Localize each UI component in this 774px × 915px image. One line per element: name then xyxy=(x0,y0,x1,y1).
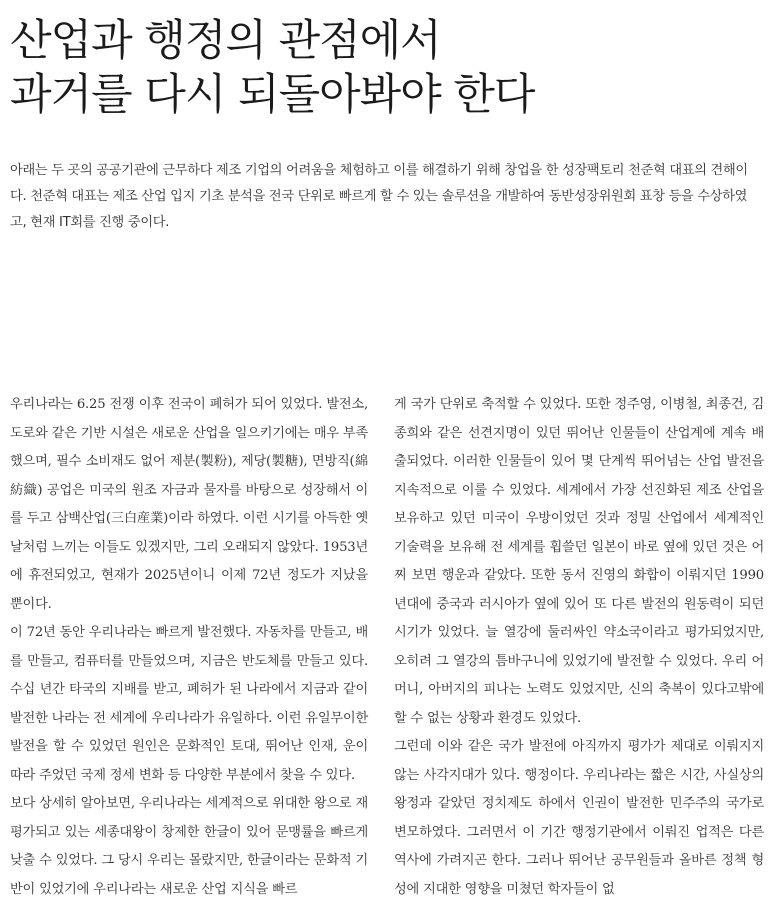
intro-paragraph: 아래는 두 곳의 공공기관에 근무하다 제조 기업의 어려움을 체험하고 이를 해결하기 위해 창업을 한 성장팩토리 천준혁 대표의 견해이다. 천준혁 대표는 제조 산업 입지 기초 분석을 전국 단위로 빠르게 할 수 있는 솔루션을 개발하여 동반성장위원회 표창 등을 수상하였고, 현재 IT회를 진행 중이다. xyxy=(10,163,748,230)
article-title-line-2: 과거를 다시 되돌아봐야 한다 xyxy=(10,70,535,120)
body-paragraph: 이 72년 동안 우리나라는 빠르게 발전했다. 자동차를 만들고, 배를 만들고, 컴퓨터를 만들었으며, 지금은 반도체를 만들고 있다. 수십 년간 타국의 지배를 받고, 폐허가 된 나라에서 지금과 같이 발전한 나라는 전 세계에 우리나라가 유일하다. 이런 유일무이한 발전을 할 수 있었던 원인은 문화적인 토대, 뛰어난 인재, 운이 따라 주었던 국제 정세 변화 등 다양한 부분에서 찾을 수 있다. xyxy=(10,625,368,783)
body-paragraph: 보다 상세히 알아보면, 우리나라는 세계적으로 위대한 왕으로 재평가되고 있는 세종대왕이 창제한 한글이 있어 문맹률을 빠르게 낮출 수 있었다. 그 당시 우리는 몰랐지만, 한글이라는 문화적 기반이 있었기에 우리나라는 새로운 산업 지식을 빠르 xyxy=(10,796,368,897)
article-title xyxy=(10,14,770,122)
left-column xyxy=(10,391,368,904)
body-paragraph: 우리나라는 6.25 전쟁 이후 전국이 폐허가 되어 있었다. 발전소, 도로와 같은 기반 시설은 새로운 산업을 일으키기에는 매우 부족했으며, 필수 소비재도 없어 제분(製粉), 제당(製糖), 면방직(綿紡織) 공업은 미국의 원조 자금과 물자를 바탕으로 성장해서 이를 두고 삼백산업(三白産業)이라 하였다. 이런 시기를 아득한 옛날처럼 느끼는 이들도 있겠지만, 그리 오래되지 않았다. 1953년에 휴전되었고, 현재가 2025년이니 이제 72년 정도가 지났을 뿐이다. xyxy=(10,397,368,612)
right-column xyxy=(394,391,764,904)
body-paragraph: 그런데 이와 같은 국가 발전에 아직까지 평가가 제대로 이뤄지지 않는 사각지대가 있다. 행정이다. 우리나라는 짧은 시간, 사실상의 왕정과 같았던 정치제도 하에서 인권이 발전한 민주주의 국가로 변모하였다. 그러면서 이 기간 행정기관에서 이뤄진 업적은 다른 역사에 가려지곤 한다. 그러나 뛰어난 공무원들과 올바른 정책 형성에 지대한 영향을 미쳤던 학자들이 없 xyxy=(394,739,764,897)
article-title-line-1: 산업과 행정의 관점에서 xyxy=(10,16,441,66)
body-paragraph: 게 국가 단위로 축적할 수 있었다. 또한 정주영, 이병철, 최종건, 김종희와 같은 선견지명이 있던 뛰어난 인물들이 산업계에 계속 배출되었다. 이러한 인물들이 있어 몇 단계씩 뛰어넘는 산업 발전을 지속적으로 이룰 수 있었다. 세계에서 가장 선진화된 제조 산업을 보유하고 있던 미국이 우방이었던 것과 정밀 산업에서 세계적인 기술력을 보유해 전 세계를 휩쓸던 일본이 바로 옆에 있던 것은 어찌 보면 행운과 같았다. 또한 동서 진영의 화합이 이뤄지던 1990년대에 중국과 러시아가 옆에 있어 또 다른 발전의 원동력이 되던 시기가 있었다. 늘 열강에 둘러싸인 약소국이라고 평가되었지만, 오히려 그 열강의 틈바구니에 있었기에 발전할 수 있었다. 우리 어머니, 아버지의 피나는 노력도 있었지만, 신의 축복이 있다고밖에 할 수 없는 상황과 환경도 있었다. xyxy=(394,397,764,726)
